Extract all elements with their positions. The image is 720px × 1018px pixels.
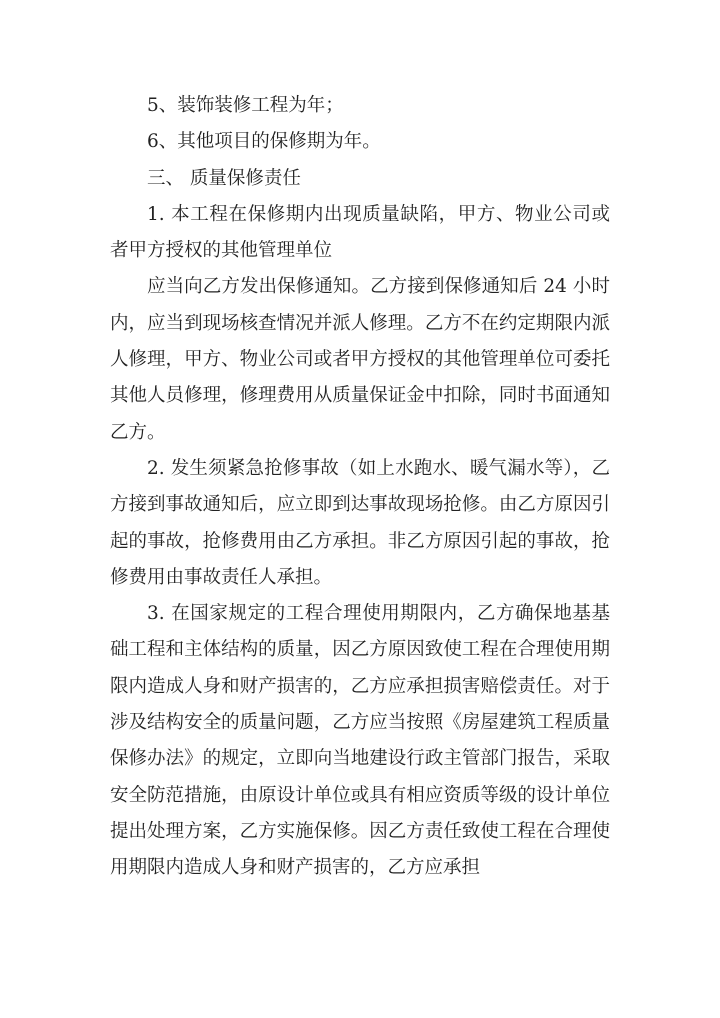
paragraph-decoration-warranty: 5、装饰装修工程为年；	[147, 95, 344, 116]
paragraph-other-warranty: 6、其他项目的保修期为年。	[147, 131, 381, 153]
section-heading-quality-warranty: 三、 质量保修责任	[147, 167, 301, 189]
document-body	[110, 88, 610, 887]
paragraph-clause-2: 2. 发生须紧急抢修事故（如上水跑水、暖气漏水等），乙方接到事故通知后，应立即到达事故现场抢修。由乙方原因引起的事故，抢修费用由乙方承担。非乙方原因引起的事故，抢修费用由事故责任人承担。	[110, 457, 610, 588]
paragraph-clause-3: 3. 在国家规定的工程合理使用期限内，乙方确保地基基础工程和主体结构的质量，因乙方原因致使工程在合理使用期限内造成人身和财产损害的，乙方应承担损害赔偿责任。对于涉及结构安全的质量问题，乙方应当按照《房屋建筑工程质量保修办法》的规定，立即向当地建设行政主管部门报告，采取安全防范措施，由原设计单位或具有相应资质等级的设计单位提出处理方案，乙方实施保修。因乙方责任致使工程在合理使用期限内造成人身和财产损害的，乙方应承担	[110, 603, 610, 879]
paragraph-clause-1-continued: 应当向乙方发出保修通知。乙方接到保修通知后 24 小时内，应当到现场核查情况并派人修理。乙方不在约定期限内派人修理，甲方、物业公司或者甲方授权的其他管理单位可委托其他人员修理，修理费用从质量保证金中扣除，同时书面通知乙方。	[110, 276, 610, 443]
paragraph-clause-1: 1. 本工程在保修期内出现质量缺陷，甲方、物业公司或者甲方授权的其他管理单位	[110, 203, 610, 262]
